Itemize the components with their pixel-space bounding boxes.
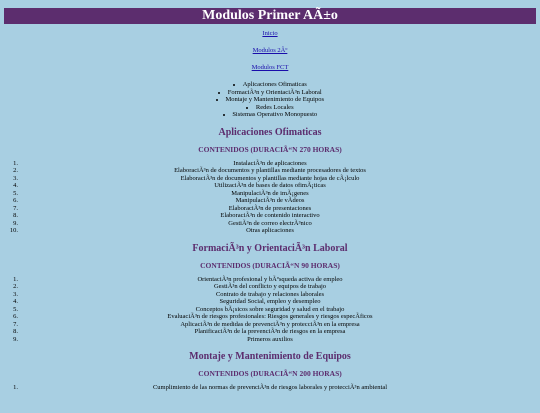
list-item-number: 1.	[13, 159, 18, 167]
nav-link-modulos-fct[interactable]: Modulos FCT	[251, 64, 289, 71]
list-item-text: AplicaciÃ³n de medidas de prevenciÃ³n y protecciÃ³n en la empresa	[180, 320, 360, 328]
list-item-number: 6.	[13, 197, 18, 204]
list-item-text: Cumplimiento de las normas de prevenciÃ³n de riesgos laborales y protecciÃ³n ambiental	[152, 384, 388, 391]
list-item	[0, 212, 540, 220]
content-list	[0, 276, 540, 344]
nav-link-modulos-2[interactable]: Modulos 2Âº	[252, 47, 288, 54]
module-sections	[0, 127, 540, 392]
list-item-number: 10.	[9, 227, 18, 234]
nav-link-inicio[interactable]: Inicio	[262, 30, 278, 37]
list-item	[0, 227, 540, 235]
section-subtitle: CONTENIDOS (DURACIÃ“N 90 HORAS)	[200, 260, 340, 270]
list-item-number: 3.	[13, 174, 18, 182]
list-item-text: EvaluaciÃ³n de riesgos profesionales: Riesgos generales y riesgos especÃficos	[167, 313, 373, 320]
list-item-text: ElaboraciÃ³n de contenido interactivo	[220, 212, 320, 219]
list-item-number: 2.	[13, 283, 18, 290]
list-item-number: 5.	[13, 305, 18, 313]
list-item-text: Seguridad Social, empleo y desempleo	[219, 298, 321, 305]
list-item-number: 2.	[13, 167, 18, 174]
toc-item: • Redes Locales	[0, 104, 540, 112]
section-title: Aplicaciones Ofimaticas	[218, 126, 322, 138]
list-item	[0, 182, 540, 190]
list-item	[0, 175, 540, 183]
list-item-number: 1.	[13, 384, 18, 391]
list-item	[0, 220, 540, 228]
module-toc	[0, 81, 540, 119]
content-list	[0, 160, 540, 235]
list-item-text: PlanificaciÃ³n de la prevenciÃ³n de riesgos en la empresa	[194, 328, 346, 335]
list-item	[0, 321, 540, 329]
page-title: Modulos Primer AÃ±o	[4, 8, 536, 24]
list-item-text: GestiÃ³n de correo electrÃ³nico	[228, 219, 312, 227]
list-item	[0, 336, 540, 344]
list-item-number: 6.	[13, 313, 18, 320]
list-item-number: 4.	[13, 182, 18, 189]
list-item-number: 3.	[13, 290, 18, 298]
nav-links	[0, 30, 540, 72]
list-item-text: Otras aplicaciones	[246, 227, 294, 234]
section-subtitle: CONTENIDOS (DURACIÃ“N 200 HORAS)	[198, 369, 342, 378]
list-item-text: InstalaciÃ³n de aplicaciones	[233, 159, 307, 167]
list-item	[0, 291, 540, 299]
list-item-text: UtilizaciÃ³n de bases de datos ofimÃ¡ticas	[214, 182, 326, 189]
list-item-number: 1.	[13, 275, 18, 283]
list-item-number: 5.	[13, 189, 18, 197]
list-item	[0, 384, 540, 392]
list-item-number: 7.	[13, 204, 18, 212]
list-item	[0, 306, 540, 314]
list-item-number: 9.	[13, 335, 18, 343]
list-item	[0, 283, 540, 291]
list-item	[0, 298, 540, 306]
section-subtitle: CONTENIDOS (DURACIÃ“N 270 HORAS)	[198, 144, 342, 154]
list-item-text: ManipulaciÃ³n de imÃ¡genes	[231, 189, 309, 197]
list-item-text: Contrato de trabajo y relaciones laborales	[215, 290, 325, 298]
list-item-text: ElaboraciÃ³n de presentaciones	[228, 204, 312, 212]
toc-item: • FormaciÃ³n y OrientaciÃ³n Laboral	[0, 89, 540, 97]
list-item-text: ElaboraciÃ³n de documentos y plantillas mediante hojas de cÃ¡lculo	[180, 174, 360, 182]
list-item-text: ElaboraciÃ³n de documentos y plantillas mediante procesadores de textos	[174, 167, 366, 174]
list-item	[0, 160, 540, 168]
list-item-text: ManipulaciÃ³n de vÃdeos	[235, 197, 305, 204]
list-item	[0, 328, 540, 336]
list-item	[0, 190, 540, 198]
toc-item: • Montaje y Mantenimiento de Equipos	[0, 96, 540, 104]
list-item	[0, 276, 540, 284]
list-item-text: OrientaciÃ³n profesional y bÃºsqueda activa de empleo	[197, 275, 343, 283]
list-item	[0, 167, 540, 175]
toc-item: • Aplicaciones Ofimaticas	[0, 81, 540, 89]
list-item	[0, 205, 540, 213]
content-list	[0, 384, 540, 392]
list-item-text: Primeros auxilios	[247, 335, 293, 343]
list-item-number: 4.	[13, 298, 18, 305]
section-title: FormaciÃ³n y OrientaciÃ³n Laboral	[192, 242, 348, 254]
list-item	[0, 197, 540, 205]
toc-item: • Sistemas Operativo Monopuesto	[0, 111, 540, 119]
list-item-number: 8.	[13, 328, 18, 335]
section-title: Montaje y Mantenimiento de Equipos	[189, 351, 351, 362]
list-item-text: GestiÃ³n del conflicto y equipos de trabajo	[213, 283, 327, 290]
list-item-text: Conceptos bÃ¡sicos sobre seguridad y salud en el trabajo	[195, 305, 345, 313]
list-item-number: 9.	[13, 219, 18, 227]
list-item-number: 7.	[13, 320, 18, 328]
list-item-number: 8.	[13, 212, 18, 219]
list-item	[0, 313, 540, 321]
